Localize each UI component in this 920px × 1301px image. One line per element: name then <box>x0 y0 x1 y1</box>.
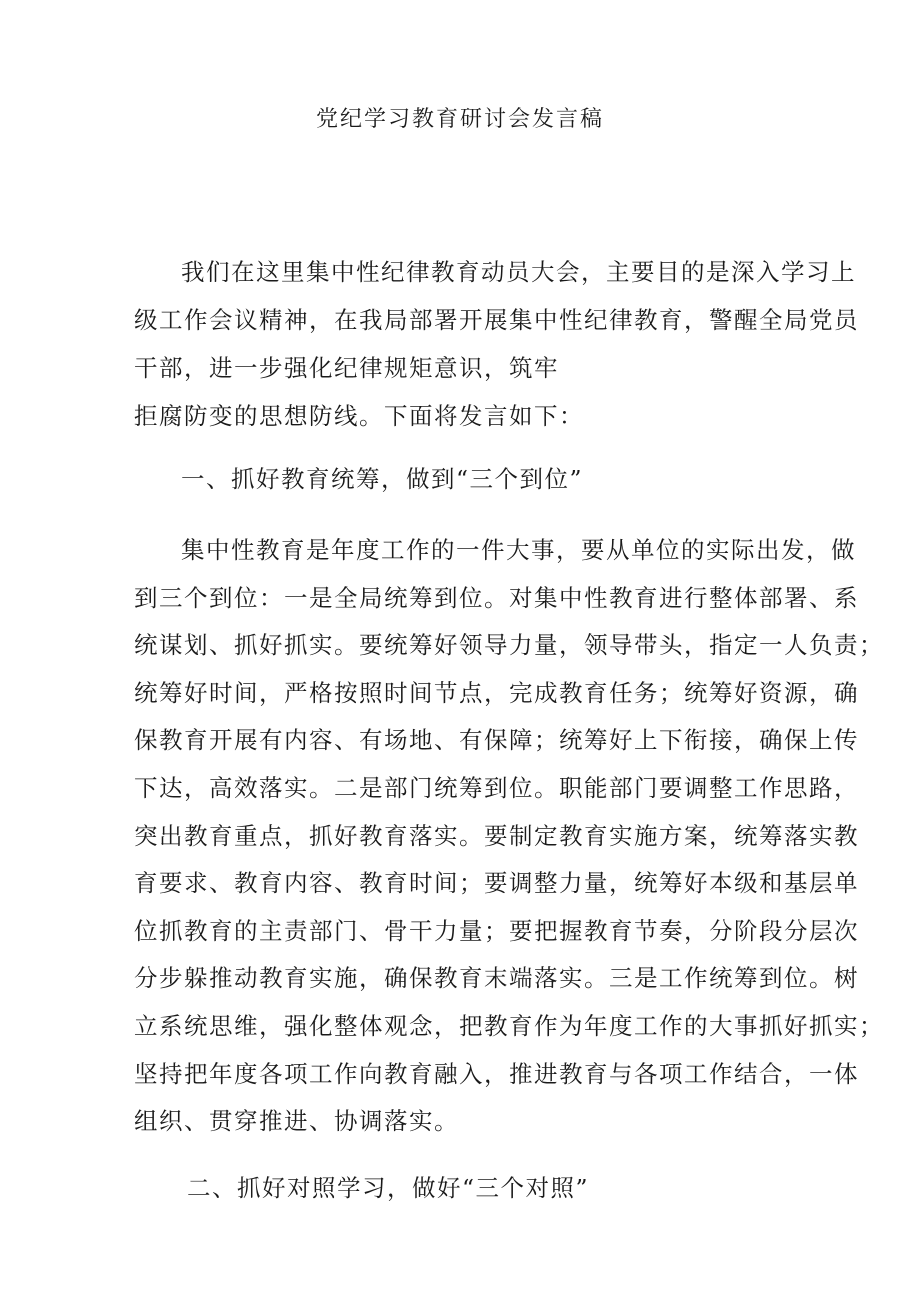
section1-line: 突出教育重点，抓好教育落实。要制定教育实施方案，统筹落实教 <box>134 821 859 850</box>
section1-line: 保教育开展有内容、有场地、有保障；统筹好上下衔接，确保上传 <box>134 726 859 755</box>
section1-line: 坚持把年度各项工作向教育融入，推进教育与各项工作结合，一体 <box>134 1059 859 1088</box>
section1-line: 立系统思维，强化整体观念，把教育作为年度工作的大事抓好抓实； <box>134 1011 884 1040</box>
section-heading-1: 一、抓好教育统筹，做到“三个到位” <box>181 465 584 493</box>
intro-line: 干部，进一步强化纪律规矩意识，筑牢 <box>134 354 559 382</box>
section1-paragraph <box>134 527 884 1146</box>
section1-line: 统筹好时间，严格按照时间节点，完成教育任务；统筹好资源，确 <box>134 678 859 707</box>
section1-line: 下达，高效落实。二是部门统筹到位。职能部门要调整工作思路， <box>134 773 859 802</box>
section1-line: 育要求、教育内容、教育时间；要调整力量，统筹好本级和基层单 <box>134 869 859 898</box>
intro-line: 拒腐防变的思想防线。下面将发言如下： <box>134 402 584 430</box>
intro-line: 级工作会议精神，在我局部署开展集中性纪律教育，警醒全局党员 <box>134 306 859 334</box>
section1-line: 到三个到位：一是全局统筹到位。对集中性教育进行整体部署、系 <box>134 583 859 612</box>
section1-line: 分步躲推动教育实施，确保教育末端落实。三是工作统筹到位。树 <box>134 964 859 993</box>
document-title: 党纪学习教育研讨会发言稿 <box>315 107 604 132</box>
intro-line: 我们在这里集中性纪律教育动员大会，主要目的是深入学习上 <box>181 258 856 286</box>
section-heading-2: 二、抓好对照学习，做好“三个对照” <box>187 1174 590 1202</box>
section1-line: 统谋划、抓好抓实。要统筹好领导力量，领导带头，指定一人负责； <box>134 631 884 660</box>
intro-paragraph <box>134 248 859 440</box>
section1-line: 组织、贯穿推进、协调落实。 <box>134 1107 459 1136</box>
section1-line: 集中性教育是年度工作的一件大事，要从单位的实际出发，做 <box>181 536 856 564</box>
section1-line: 位抓教育的主责部门、骨干力量；要把握教育节奏，分阶段分层次 <box>134 916 859 945</box>
